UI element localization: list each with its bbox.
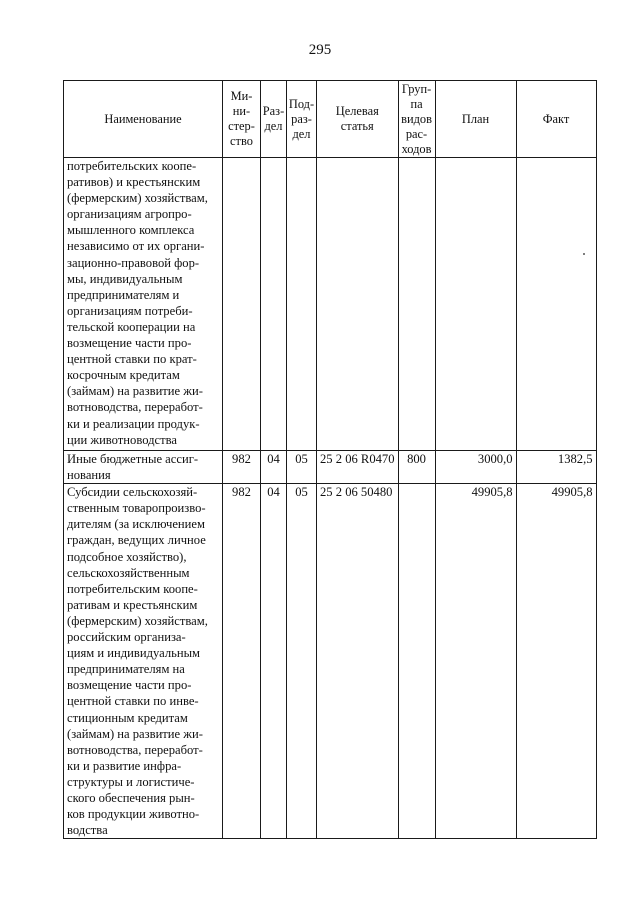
header-expense-group-line: видов <box>401 111 432 126</box>
row-name-line: дителям (за исключением <box>67 517 205 532</box>
row-name-line: независимо от их органи- <box>67 239 205 254</box>
ministry-cell: 982 <box>223 484 261 839</box>
row-name-line: циям и индивидуальным <box>67 646 201 661</box>
header-subsection-line: раз- <box>291 111 312 126</box>
row-name-line: вотноводства, переработ- <box>67 742 203 757</box>
expense-group-cell <box>398 158 435 451</box>
ministry-cell <box>223 158 261 451</box>
expense-group-cell <box>398 484 435 839</box>
header-expense-group-line: Груп- <box>401 81 432 96</box>
fact-cell <box>516 158 596 451</box>
header-target-line: Целевая <box>335 104 379 118</box>
row-name-line: российским организа- <box>67 630 186 645</box>
row-name-line: (займам) на развитие жи- <box>67 726 203 741</box>
expense-group-cell: 800 <box>398 451 435 484</box>
row-name-line: организациям агропро- <box>67 207 192 222</box>
table-row <box>64 451 597 484</box>
header-plan-label: План <box>461 111 490 126</box>
header-fact-label: Факт <box>542 111 570 126</box>
row-name-line: косрочным кредитам <box>67 368 180 383</box>
fact-cell: 49905,8 <box>516 484 596 839</box>
ministry-cell: 982 <box>223 451 261 484</box>
table-header-row <box>64 81 597 158</box>
row-name-line: ки и развитие инфра- <box>67 758 182 773</box>
section-cell: 04 <box>261 484 287 839</box>
target-cell <box>317 158 399 451</box>
budget-table <box>63 80 597 839</box>
header-subsection <box>287 81 317 158</box>
section-cell: 04 <box>261 451 287 484</box>
row-name-line: зационно-правовой фор- <box>67 255 200 270</box>
row-name-line: Субсидии сельскохозяй- <box>67 485 198 500</box>
section-cell <box>261 158 287 451</box>
subsection-cell: 05 <box>287 484 317 839</box>
row-name-cell <box>64 158 223 451</box>
header-expense-group-line: ходов <box>401 141 432 156</box>
header-subsection-line: дел <box>292 126 311 141</box>
header-expense-group-line: па <box>410 96 423 111</box>
row-name-line: сельскохозяйственным <box>67 565 190 580</box>
row-name-line: мышленного комплекса <box>67 223 195 238</box>
row-name-line: ративам и крестьянским <box>67 597 198 612</box>
header-ministry-line: Ми- <box>230 89 253 103</box>
plan-cell: 49905,8 <box>435 484 516 839</box>
row-name-line: вотноводства, переработ- <box>67 400 203 415</box>
row-name-line: ков продукции животно- <box>67 807 200 822</box>
row-name-line: потребительских коопе- <box>67 159 197 173</box>
header-ministry-line: стер- <box>228 119 255 133</box>
row-name-line: возмещение части про- <box>67 678 192 693</box>
row-name-line: граждан, ведущих личное <box>67 533 206 548</box>
row-name-line: ственным товаропроизво- <box>67 501 206 516</box>
fact-cell: 1382,5 <box>516 451 596 484</box>
row-name-line: ции животноводства <box>67 432 178 447</box>
row-name-line: стиционным кредитам <box>67 710 188 725</box>
row-name-line: (фермерским) хозяйствам, <box>67 613 208 628</box>
scan-speck <box>583 253 585 255</box>
row-name-line: (займам) на развитие жи- <box>67 384 203 399</box>
target-cell: 25 2 06 R0470 <box>317 451 399 484</box>
header-expense-group <box>398 81 435 158</box>
header-target-line: статья <box>340 119 374 133</box>
row-name-line: структуры и логистиче- <box>67 774 195 789</box>
row-name-line: (фермерским) хозяйствам, <box>67 191 208 206</box>
table-row <box>64 158 597 451</box>
header-name-label: Наименование <box>104 111 182 126</box>
row-name-line: тельской кооперации на <box>67 319 196 334</box>
target-cell: 25 2 06 50480 <box>317 484 399 839</box>
row-name-line: водства <box>67 823 108 838</box>
row-name-line: предпринимателям и <box>67 287 180 302</box>
header-section <box>261 81 287 158</box>
header-subsection-line: Под- <box>288 96 315 111</box>
row-name-line: возмещение части про- <box>67 336 192 351</box>
plan-cell: 3000,0 <box>435 451 516 484</box>
row-name-line: Иные бюджетные ассиг- <box>67 452 199 466</box>
row-name-line: потребительским коопе- <box>67 581 198 596</box>
row-name-line: подсобное хозяйство), <box>67 549 187 564</box>
row-name-line: ки и реализации продук- <box>67 416 200 431</box>
row-name-line: ративов) и крестьянским <box>67 175 201 190</box>
row-name-line: ского обеспечения рын- <box>67 790 195 805</box>
header-section-line: Раз- <box>262 104 285 118</box>
row-name-line: мы, индивидуальным <box>67 271 183 286</box>
subsection-cell <box>287 158 317 451</box>
page-number: 295 <box>308 42 332 58</box>
row-name-cell <box>64 484 223 839</box>
header-section-line: дел <box>264 119 283 133</box>
row-name-cell <box>64 451 223 484</box>
header-target <box>317 81 399 158</box>
header-ministry <box>223 81 261 158</box>
header-ministry-line: ни- <box>232 104 251 118</box>
row-name-line: организациям потреби- <box>67 303 193 318</box>
header-name <box>64 81 223 158</box>
table-row <box>64 484 597 839</box>
subsection-cell: 05 <box>287 451 317 484</box>
header-plan <box>435 81 516 158</box>
row-name-line: предпринимателям на <box>67 662 185 677</box>
header-expense-group-line: рас- <box>405 126 428 141</box>
plan-cell <box>435 158 516 451</box>
header-fact <box>516 81 596 158</box>
header-ministry-line: ство <box>230 134 253 148</box>
row-name-line: нования <box>67 468 111 483</box>
row-name-line: центной ставки по инве- <box>67 694 199 709</box>
row-name-line: центной ставки по крат- <box>67 352 197 367</box>
